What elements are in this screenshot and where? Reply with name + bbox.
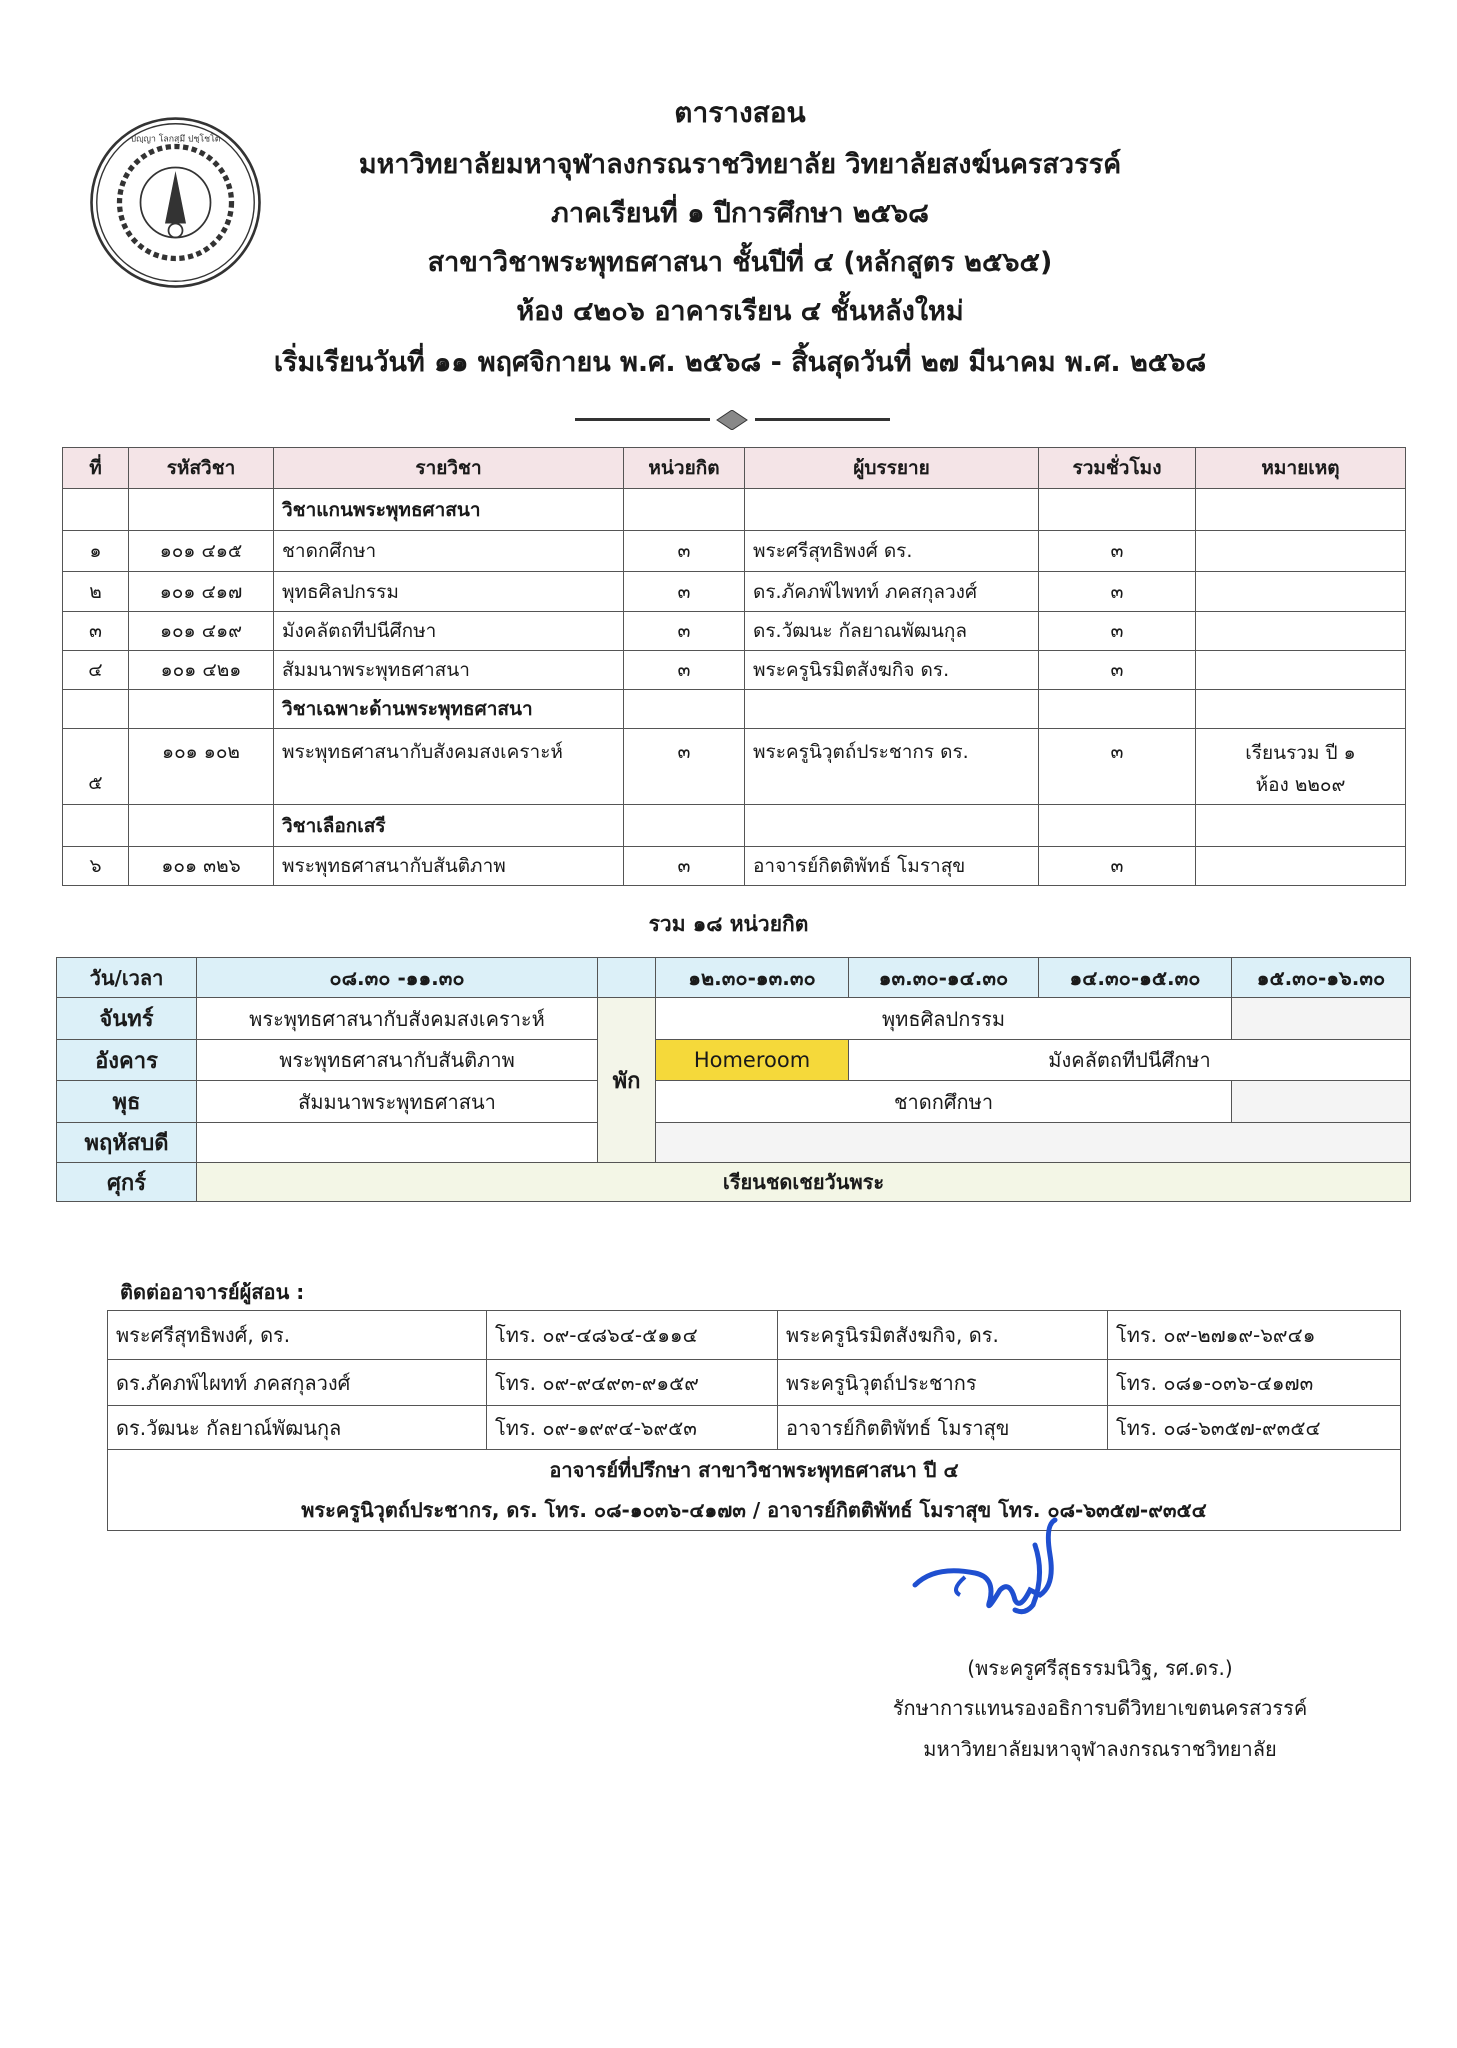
- course-credits: ๓: [624, 651, 745, 690]
- empty-cell: [63, 805, 129, 847]
- contact-name: อาจารย์กิตติพัทธ์ โมราสุข: [778, 1406, 1108, 1450]
- column-header: ที่: [63, 448, 129, 489]
- empty-cell: [63, 489, 129, 531]
- signer-name: (พระครูศรีสุธรรมนิวิฐ, รศ.ดร.): [967, 1656, 1233, 1680]
- empty-cell: [745, 690, 1039, 729]
- day-label: จันทร์: [57, 998, 197, 1040]
- day-label: พุธ: [57, 1081, 197, 1123]
- course-row: [63, 729, 1406, 805]
- contact-name: ดร.วัฒนะ กัลยาณ์พัฒนกุล: [108, 1406, 487, 1450]
- class-cell: [197, 1123, 598, 1163]
- day-label: อังคาร: [57, 1040, 197, 1081]
- slot-header: ๐๘.๓๐ -๑๑.๓๐: [197, 958, 598, 998]
- svg-text:ปญฺญา โลกสฺมึ ปชฺโชโต: ปญฺญา โลกสฺมึ ปชฺโชโต: [130, 134, 221, 145]
- slot-header: ๑๕.๓๐-๑๖.๓๐: [1232, 958, 1411, 998]
- empty-cell: [1232, 998, 1411, 1040]
- class-cell: พระพุทธศาสนากับสันติภาพ: [197, 1040, 598, 1081]
- course-name: พุทธศิลปกรรม: [274, 572, 624, 612]
- program-line: สาขาวิชาพระพุทธศาสนา ชั้นปีที่ ๔ (หลักสูตร ๒๕๖๕): [427, 247, 1053, 278]
- date-range-line: เริ่มเรียนวันที่ ๑๑ พฤศจิกายน พ.ศ. ๒๕๖๘ - สิ้นสุดวันที่ ๒๗ มีนาคม พ.ศ. ๒๕๖๘: [273, 347, 1207, 378]
- course-code: ๑๐๑ ๔๒๑: [129, 651, 274, 690]
- makeup-class-cell: เรียนชดเชยวันพระ: [197, 1163, 1411, 1202]
- note-line: ห้อง ๒๒๐๙: [1255, 774, 1346, 796]
- row-number: ๒: [63, 572, 129, 612]
- course-code: ๑๐๑ ๔๑๗: [129, 572, 274, 612]
- room-line: ห้อง ๔๒๐๖ อาคารเรียน ๔ ชั้นหลังใหม่: [516, 296, 964, 327]
- course-hours: ๓: [1039, 572, 1196, 612]
- university-seal-logo: [88, 115, 263, 290]
- course-note: [1196, 572, 1406, 612]
- total-credits: รวม ๑๘ หน่วยกิต: [648, 912, 809, 936]
- course-lecturer: พระครูนิวุตถ์ประชากร ดร.: [745, 729, 1039, 805]
- contact-phone: โทร. ๐๙-๑๙๙๔-๖๙๕๓: [487, 1406, 778, 1450]
- timetable-row-monday: [57, 998, 1411, 1040]
- class-cell: พุทธศิลปกรรม: [656, 998, 1232, 1040]
- timetable-row-friday: [57, 1163, 1411, 1202]
- course-name: พระพุทธศาสนากับสันติภาพ: [274, 847, 624, 886]
- contact-name: พระครูนิรมิตสังฆกิจ, ดร.: [778, 1311, 1108, 1360]
- course-hours: ๓: [1039, 729, 1196, 805]
- class-cell: พระพุทธศาสนากับสังคมสงเคราะห์: [197, 998, 598, 1040]
- course-row: [63, 531, 1406, 572]
- contacts-label: ติดต่ออาจารย์ผู้สอน :: [120, 1280, 305, 1304]
- empty-cell: [624, 805, 745, 847]
- course-group-label: วิชาเฉพาะด้านพระพุทธศาสนา: [274, 690, 624, 729]
- row-number: ๕: [63, 729, 129, 805]
- class-cell: มังคลัตถทีปนีศึกษา: [849, 1040, 1411, 1081]
- course-code: ๑๐๑ ๑๐๒: [129, 729, 274, 805]
- course-lecturer: ดร.วัฒนะ กัลยาณพัฒนกุล: [745, 612, 1039, 651]
- course-note: [1196, 847, 1406, 886]
- course-table: [62, 447, 1406, 886]
- course-note: [1196, 651, 1406, 690]
- row-number: ๖: [63, 847, 129, 886]
- semester-line: ภาคเรียนที่ ๑ ปีการศึกษา ๒๕๖๘: [551, 198, 929, 229]
- course-credits: ๓: [624, 531, 745, 572]
- course-code: ๑๐๑ ๔๑๕: [129, 531, 274, 572]
- timetable-row-tuesday: [57, 1040, 1411, 1081]
- contact-phone: โทร. ๐๙-๔๘๖๔-๕๑๑๔: [487, 1311, 778, 1360]
- empty-cell: [129, 489, 274, 531]
- contact-name: ดร.ภัคภพ์ไผทท์ ภคสกุลวงศ์: [108, 1360, 487, 1406]
- contact-row: [108, 1406, 1401, 1450]
- course-code: ๑๐๑ ๔๑๙: [129, 612, 274, 651]
- course-lecturer: พระศรีสุทธิพงศ์ ดร.: [745, 531, 1039, 572]
- contacts-table: [107, 1310, 1401, 1531]
- homeroom-cell: Homeroom: [656, 1040, 849, 1081]
- advisor-contacts: พระครูนิวุตถ์ประชากร, ดร. โทร. ๐๘-๑๐๓๖-๔๑๗๓ / อาจารย์กิตติพัทธ์ โมราสุข โทร. ๐๘-๖๓๕๗-๙๓๕๔: [301, 1498, 1207, 1522]
- contact-phone: โทร. ๐๘-๖๓๕๗-๙๓๕๔: [1108, 1406, 1401, 1450]
- column-header: หน่วยกิต: [624, 448, 745, 489]
- empty-cell: [1196, 805, 1406, 847]
- column-header: รายวิชา: [274, 448, 624, 489]
- course-group-row: [63, 805, 1406, 847]
- class-cell: [656, 1123, 1411, 1163]
- row-number: ๔: [63, 651, 129, 690]
- day-label: ศุกร์: [57, 1163, 197, 1202]
- course-note: [1196, 531, 1406, 572]
- class-cell: สัมมนาพระพุทธศาสนา: [197, 1081, 598, 1123]
- column-header: รหัสวิชา: [129, 448, 274, 489]
- course-lecturer: อาจารย์กิตติพัทธ์ โมราสุข: [745, 847, 1039, 886]
- advisor-title: อาจารย์ที่ปรึกษา สาขาวิชาพระพุทธศาสนา ปี ๔: [549, 1458, 959, 1482]
- row-number: ๓: [63, 612, 129, 651]
- empty-cell: [1232, 1081, 1411, 1123]
- handwritten-signature: [905, 1515, 1105, 1650]
- course-name: ชาดกศึกษา: [274, 531, 624, 572]
- course-table-header: [63, 448, 1406, 489]
- course-credits: ๓: [624, 572, 745, 612]
- contact-row: [108, 1311, 1401, 1360]
- course-name: พระพุทธศาสนากับสังคมสงเคราะห์: [274, 729, 624, 805]
- signer-position: รักษาการแทนรองอธิการบดีวิทยาเขตนครสวรรค์: [892, 1696, 1308, 1720]
- course-hours: ๓: [1039, 847, 1196, 886]
- course-row: [63, 612, 1406, 651]
- empty-cell: [745, 805, 1039, 847]
- course-row: [63, 651, 1406, 690]
- empty-cell: [129, 805, 274, 847]
- timetable-row-wednesday: [57, 1081, 1411, 1123]
- course-name: มังคลัตถทีปนีศึกษา: [274, 612, 624, 651]
- course-credits: ๓: [624, 612, 745, 651]
- break-header: [598, 958, 656, 998]
- contact-row: [108, 1360, 1401, 1406]
- empty-cell: [63, 690, 129, 729]
- empty-cell: [1196, 690, 1406, 729]
- empty-cell: [624, 690, 745, 729]
- signer-organization: มหาวิทยาลัยมหาจุฬาลงกรณราชวิทยาลัย: [923, 1737, 1277, 1761]
- day-label: พฤหัสบดี: [57, 1123, 197, 1163]
- weekly-timetable: [56, 957, 1411, 1202]
- empty-cell: [1039, 805, 1196, 847]
- course-lecturer: พระครูนิรมิตสังฆกิจ ดร.: [745, 651, 1039, 690]
- course-name: สัมมนาพระพุทธศาสนา: [274, 651, 624, 690]
- empty-cell: [745, 489, 1039, 531]
- contact-phone: โทร. ๐๘๑-๐๓๖-๔๑๗๓: [1108, 1360, 1401, 1406]
- empty-cell: [129, 690, 274, 729]
- course-credits: ๓: [624, 729, 745, 805]
- course-row: [63, 847, 1406, 886]
- course-code: ๑๐๑ ๓๒๖: [129, 847, 274, 886]
- course-row: [63, 572, 1406, 612]
- course-group-row: [63, 690, 1406, 729]
- course-hours: ๓: [1039, 531, 1196, 572]
- empty-cell: [1039, 690, 1196, 729]
- column-header: รวมชั่วโมง: [1039, 448, 1196, 489]
- timetable-row-thursday: [57, 1123, 1411, 1163]
- note-line: เรียนรวม ปี ๑: [1245, 742, 1356, 764]
- slot-header: ๑๓.๓๐-๑๔.๓๐: [849, 958, 1039, 998]
- empty-cell: [1196, 489, 1406, 531]
- empty-cell: [1039, 489, 1196, 531]
- column-header: ผู้บรรยาย: [745, 448, 1039, 489]
- slot-header: ๑๒.๓๐-๑๓.๓๐: [656, 958, 849, 998]
- corner-cell: วัน/เวลา: [57, 958, 197, 998]
- course-group-label: วิชาแกนพระพุทธศาสนา: [274, 489, 624, 531]
- contact-name: พระศรีสุทธิพงศ์, ดร.: [108, 1311, 487, 1360]
- course-group-label: วิชาเลือกเสรี: [274, 805, 624, 847]
- contact-phone: โทร. ๐๙-๙๔๙๓-๙๑๕๙: [487, 1360, 778, 1406]
- column-header: หมายเหตุ: [1196, 448, 1406, 489]
- document-title: ตารางสอน: [674, 96, 806, 129]
- row-number: ๑: [63, 531, 129, 572]
- contact-name: พระครูนิวุตถ์ประชากร: [778, 1360, 1108, 1406]
- class-cell: ชาดกศึกษา: [656, 1081, 1232, 1123]
- advisor-row: [108, 1450, 1401, 1531]
- contact-phone: โทร. ๐๙-๒๗๑๙-๖๙๔๑: [1108, 1311, 1401, 1360]
- course-group-row: [63, 489, 1406, 531]
- empty-cell: [624, 489, 745, 531]
- slot-header: ๑๔.๓๐-๑๕.๓๐: [1039, 958, 1232, 998]
- course-credits: ๓: [624, 847, 745, 886]
- course-note: [1196, 729, 1406, 805]
- university-name: มหาวิทยาลัยมหาจุฬาลงกรณราชวิทยาลัย วิทยาลัยสงฆ์นครสวรรค์: [358, 149, 1122, 180]
- timetable-header-row: [57, 958, 1411, 998]
- course-lecturer: ดร.ภัคภพ์ไพทท์ ภคสกุลวงศ์: [745, 572, 1039, 612]
- break-cell: พัก: [598, 998, 656, 1163]
- course-note: [1196, 612, 1406, 651]
- course-hours: ๓: [1039, 612, 1196, 651]
- course-hours: ๓: [1039, 651, 1196, 690]
- ornament-divider: [575, 410, 890, 430]
